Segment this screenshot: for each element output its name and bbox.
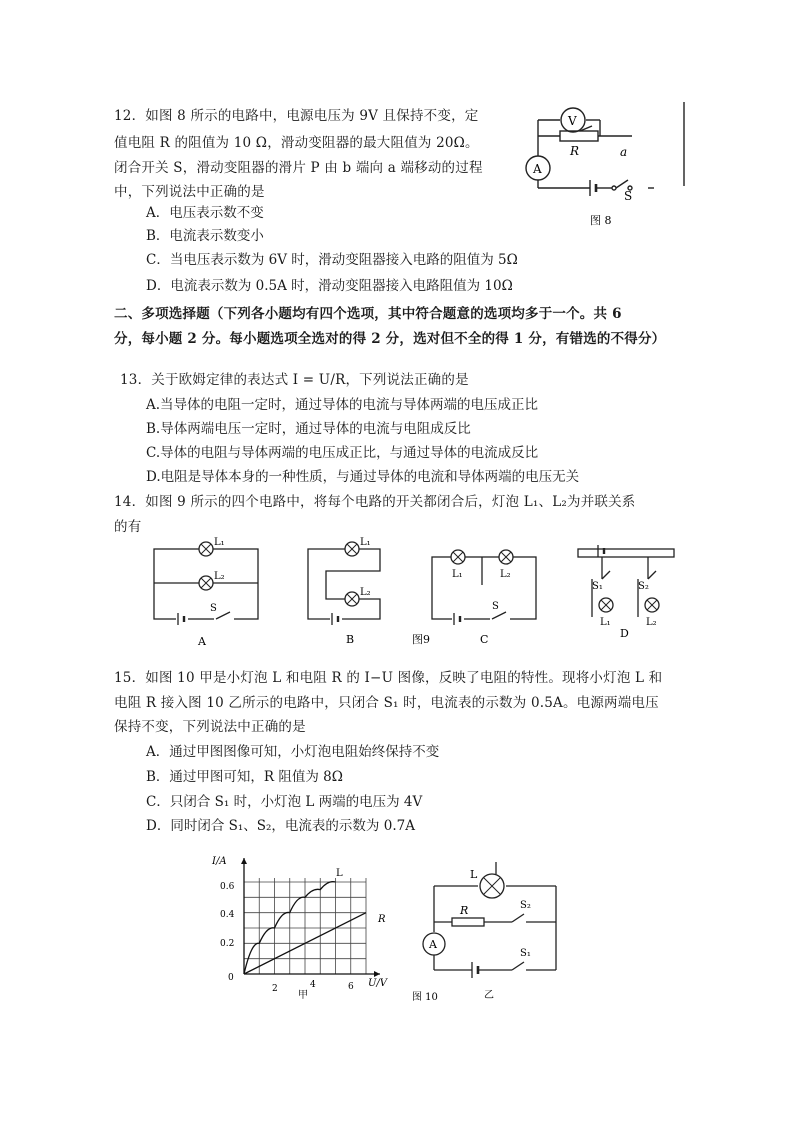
- chart-ytick-2: 0.4: [220, 910, 235, 920]
- fig8-caption: 图 8: [590, 214, 612, 227]
- fig9-d-l1: L₁: [600, 617, 611, 628]
- fig8-label-a-end: a: [620, 145, 628, 159]
- figure-10-iu-chart: [206, 852, 410, 1002]
- q15-option-c: C．只闭合 S₁ 时，小灯泡 L 两端的电压为 4V: [146, 794, 423, 810]
- fig10-label-ammeter: A: [429, 938, 437, 951]
- chart-series-label-r: R: [378, 914, 386, 925]
- q14-line-2: 的有: [114, 519, 142, 535]
- q15-option-a: A．通过甲图图像可知，小灯泡电阻始终保持不变: [146, 744, 440, 760]
- chart-xtick-6: 6: [348, 982, 354, 992]
- chart-ylabel: I/A: [212, 856, 227, 867]
- chart-axes: [241, 858, 380, 977]
- fig9-panel-c: C: [480, 633, 489, 646]
- fig9-c-l1: L₁: [452, 569, 463, 580]
- q14-line-1: 14．如图 9 所示的四个电路中，将每个电路的开关都闭合后，灯泡 L₁、L₂为并联关系: [114, 494, 636, 510]
- fig10-caption: 图 10: [412, 992, 438, 1002]
- fig10-right-caption: 乙: [484, 990, 494, 1001]
- chart-x-arrow: [374, 971, 380, 977]
- fig10-label-r: R: [460, 904, 469, 917]
- q13-option-c: C.导体的电阻与导体两端的电压成正比，与通过导体的电流成反比: [146, 445, 539, 461]
- q15-line-2: 电阻 R 接入图 10 乙所示的电路中，只闭合 S₁ 时，电流表的示数为 0.5A。电源两端电压: [114, 695, 659, 711]
- fig9-b-l2: L₂: [360, 587, 371, 598]
- chart-ytick-0: 0: [228, 973, 234, 983]
- fig9-b-l1: L₁: [360, 537, 371, 548]
- q13-option-a: A.当导体的电阻一定时，通过导体的电流与导体两端的电压成正比: [146, 397, 539, 413]
- q12-line-4: 中，下列说法中正确的是: [114, 184, 265, 200]
- q12-line-3: 闭合开关 S，滑动变阻器的滑片 P 由 b 端向 a 端移动的过程: [114, 160, 483, 176]
- fig9-a-l2: L₂: [214, 571, 225, 582]
- fig9-a-l1: L₁: [214, 537, 225, 548]
- chart-y-arrow: [241, 858, 247, 864]
- fig10-left-caption: 甲: [298, 990, 308, 1001]
- chart-series-label-l: L: [336, 868, 343, 879]
- chart-ytick-3: 0.6: [220, 882, 235, 892]
- figure-9-circuits: [140, 535, 700, 650]
- fig10-label-l: L: [470, 868, 478, 881]
- fig9-d-s1: S₁: [592, 581, 603, 592]
- chart-xtick-2: 2: [272, 984, 278, 994]
- figure-10-circuit: [412, 852, 572, 1002]
- q13-stem: 13．关于欧姆定律的表达式 I = U/R，下列说法正确的是: [120, 372, 469, 388]
- fig10-label-s2: S₂: [520, 900, 531, 911]
- fig8-label-ammeter: A: [533, 162, 542, 176]
- fig9-c-l2: L₂: [500, 569, 511, 580]
- fig8-label-v: V: [568, 114, 577, 128]
- fig9-panel-b: B: [346, 633, 355, 646]
- fig9-d-s2: S₂: [638, 581, 649, 592]
- q12-line-1: 12．如图 8 所示的电路中，电源电压为 9V 且保持不变，定: [114, 108, 479, 124]
- q12-option-c: C．当电压表示数为 6V 时，滑动变阻器接入电路的阻值为 5Ω: [146, 252, 518, 268]
- q12-line-2: 值电阻 R 的阻值为 10 Ω，滑动变阻器的最大阻值为 20Ω。: [114, 135, 479, 151]
- q12-option-d: D．电流表示数为 0.5A 时，滑动变阻器接入电路阻值为 10Ω: [146, 278, 513, 294]
- fig8-label-r: R: [570, 144, 580, 158]
- q15-option-b: B．通过甲图可知，R 阻值为 8Ω: [146, 769, 343, 785]
- q13-option-d: D.电阻是导体本身的一种性质，与通过导体的电流和导体两端的电压无关: [146, 469, 580, 485]
- q12-option-b: B．电流表示数变小: [146, 228, 264, 244]
- fig9-d-l2: L₂: [646, 617, 657, 628]
- fig9-panel-a: A: [198, 635, 206, 648]
- fig9-caption: 图9: [412, 633, 430, 646]
- q12-option-a: A．电压表示数不变: [146, 205, 264, 221]
- fig10-label-s1: S₁: [520, 948, 531, 959]
- q13-option-b: B.导体两端电压一定时，通过导体的电流与电阻成反比: [146, 421, 471, 437]
- chart-xlabel: U/V: [368, 978, 388, 989]
- section-2-line-2: 分，每小题 2 分。每小题选项全选对的得 2 分，选对但不全的得 1 分，有错选的不得分）: [114, 331, 666, 347]
- fig8-label-s: S: [624, 189, 633, 203]
- fig9-c-s: S: [492, 601, 499, 612]
- chart-ytick-1: 0.2: [220, 939, 235, 949]
- fig9-panel-d: D: [620, 627, 629, 640]
- q15-line-3: 保持不变，下列说法中正确的是: [114, 719, 306, 735]
- chart-grid: [244, 878, 366, 974]
- chart-xtick-4: 4: [310, 980, 316, 990]
- fig9-a-s: S: [210, 603, 217, 614]
- figure-8-circuit: [520, 98, 692, 228]
- q15-option-d: D．同时闭合 S₁、S₂，电流表的示数为 0.7A: [146, 818, 415, 834]
- section-2-line-1: 二、多项选择题（下列各小题均有四个选项，其中符合题意的选项均多于一个。共 6: [114, 306, 622, 322]
- q15-line-1: 15．如图 10 甲是小灯泡 L 和电阻 R 的 I−U 图像，反映了电阻的特性。现将小灯泡 L 和: [114, 670, 663, 686]
